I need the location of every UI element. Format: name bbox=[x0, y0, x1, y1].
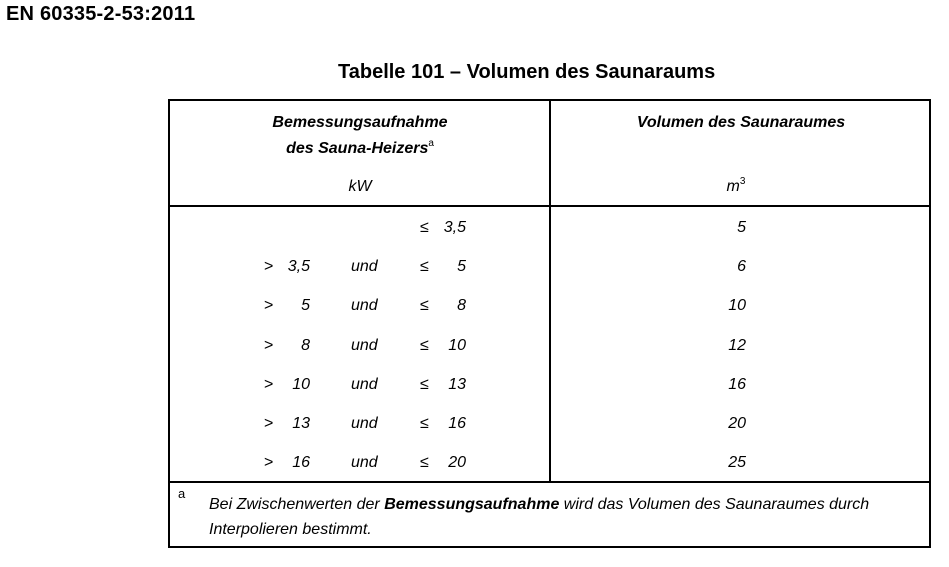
col1-unit: kW bbox=[348, 178, 372, 195]
volume-value: 5 bbox=[737, 219, 746, 236]
lower-bound: 10 bbox=[292, 375, 310, 393]
volume-value: 20 bbox=[728, 415, 746, 432]
upper-bound: 10 bbox=[448, 336, 466, 354]
col2-unit bbox=[727, 178, 746, 196]
header-divider bbox=[169, 205, 930, 207]
le-symbol: ≤ bbox=[420, 375, 429, 393]
standard-id: EN 60335-2-53:2011 bbox=[6, 3, 196, 25]
upper-bound: 5 bbox=[457, 258, 466, 276]
le-symbol: ≤ bbox=[420, 297, 429, 315]
col1-header-line1: Bemessungsaufnahme bbox=[272, 114, 448, 131]
lower-bound: 5 bbox=[301, 297, 310, 315]
footnote-text bbox=[209, 492, 919, 542]
upper-bound: 20 bbox=[448, 454, 466, 472]
gt-symbol: > bbox=[264, 258, 274, 276]
und-word: und bbox=[351, 375, 378, 393]
table-title: Tabelle 101 – Volumen des Saunaraums bbox=[338, 61, 716, 83]
lower-bound: 16 bbox=[292, 454, 310, 472]
volume-value: 10 bbox=[728, 297, 746, 315]
le-symbol: ≤ bbox=[420, 219, 429, 236]
column-divider bbox=[549, 100, 551, 483]
volume-value: 25 bbox=[728, 454, 746, 472]
gt-symbol: > bbox=[264, 415, 274, 432]
col1-header-line2 bbox=[286, 140, 434, 158]
und-word: und bbox=[351, 336, 378, 354]
le-symbol: ≤ bbox=[420, 415, 429, 432]
volume-value: 12 bbox=[728, 336, 746, 354]
col2-unit-exponent: 3 bbox=[739, 176, 746, 187]
volume-value: 16 bbox=[728, 375, 746, 393]
lower-bound: 13 bbox=[292, 415, 310, 432]
upper-bound: 3,5 bbox=[443, 219, 466, 236]
und-word: und bbox=[351, 415, 378, 432]
le-symbol: ≤ bbox=[420, 258, 429, 276]
lower-bound: 8 bbox=[301, 336, 310, 354]
upper-bound: 16 bbox=[448, 415, 466, 432]
footnote-divider bbox=[169, 481, 930, 483]
upper-bound: 13 bbox=[448, 375, 466, 393]
footnote-mark: a bbox=[178, 486, 186, 501]
und-word: und bbox=[351, 258, 378, 276]
gt-symbol: > bbox=[264, 454, 274, 472]
volume-value: 6 bbox=[737, 258, 746, 276]
col2-header: Volumen des Saunaraumes bbox=[636, 114, 846, 131]
col1-header-line2-text: des Sauna-Heizers bbox=[286, 140, 429, 157]
footnote-text-after: wird das Volumen des Saunaraumes durch Interpolieren bestimmt. bbox=[209, 496, 870, 538]
upper-bound: 8 bbox=[457, 297, 466, 315]
footnote-text-bold: Bemessungsaufnahme bbox=[384, 496, 560, 513]
le-symbol: ≤ bbox=[420, 336, 429, 354]
lower-bound: 3,5 bbox=[287, 258, 310, 276]
und-word: und bbox=[351, 297, 378, 315]
col1-header-footnote-ref: a bbox=[428, 138, 434, 149]
col2-unit-base: m bbox=[726, 178, 740, 195]
le-symbol: ≤ bbox=[420, 454, 429, 472]
und-word: und bbox=[351, 454, 378, 472]
gt-symbol: > bbox=[264, 375, 274, 393]
gt-symbol: > bbox=[264, 297, 274, 315]
gt-symbol: > bbox=[264, 336, 274, 354]
footnote-text-before: Bei Zwischenwerten der bbox=[209, 496, 385, 513]
